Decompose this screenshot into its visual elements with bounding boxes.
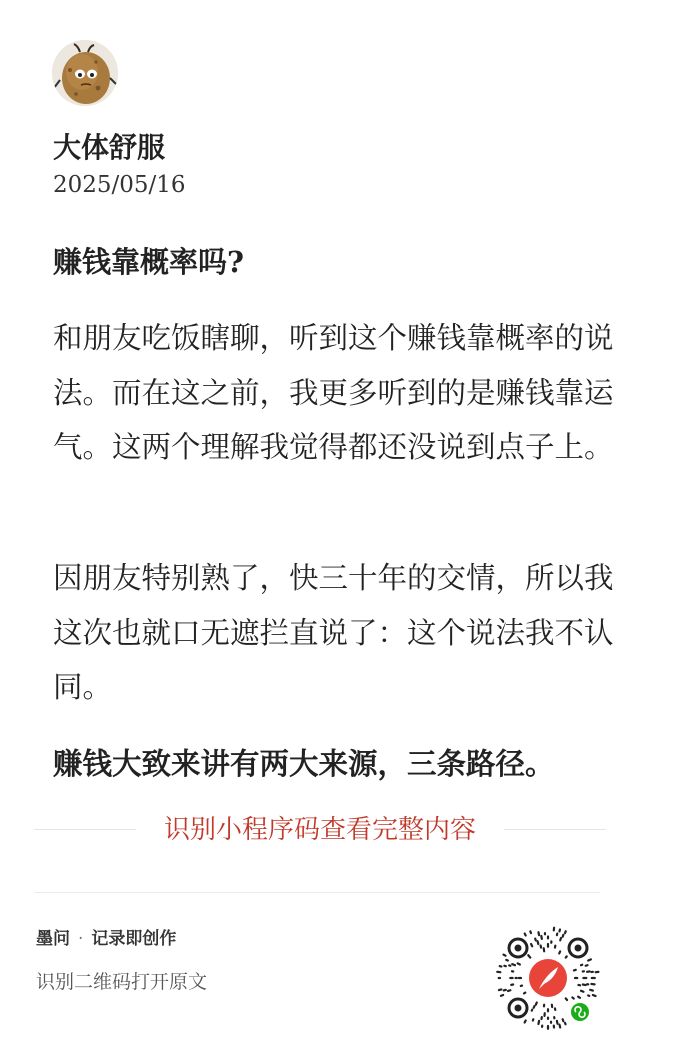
mini-program-qr-code[interactable] [494,924,602,1032]
divider-line-right [504,829,606,830]
brand-slogan: 记录即创作 [91,929,177,949]
potato-avatar-icon [52,40,118,106]
paragraph-1: 和朋友吃饭瞎聊，听到这个赚钱靠概率的说法。而在这之前，我更多听到的是赚钱靠运气。这两个理解我觉得都还没说到点子上。 [53,321,614,464]
post-date: 2025/05/16 [53,172,186,198]
post-title: 赚钱靠概率吗? [53,245,244,279]
footer-brand [36,926,176,952]
paragraph-2: 因朋友特别熟了，快三十年的交情，所以我这次也就口无遮拦直说了：这个说法我不认同。 [53,561,614,704]
paragraph-3: 赚钱大致来讲有两大来源，三条路径。 [53,746,555,781]
footer-hint: 识别二维码打开原文 [36,971,208,993]
qr-code-icon [494,924,602,1032]
view-full-content-link[interactable]: 识别小程序码查看完整内容 [163,815,476,845]
brand-name: 墨问 [36,929,70,949]
footer-divider [34,892,600,893]
author-avatar[interactable] [52,40,118,106]
author-name[interactable]: 大体舒服 [53,131,166,164]
brand-separator: · [78,929,84,949]
cta-row [34,808,606,852]
